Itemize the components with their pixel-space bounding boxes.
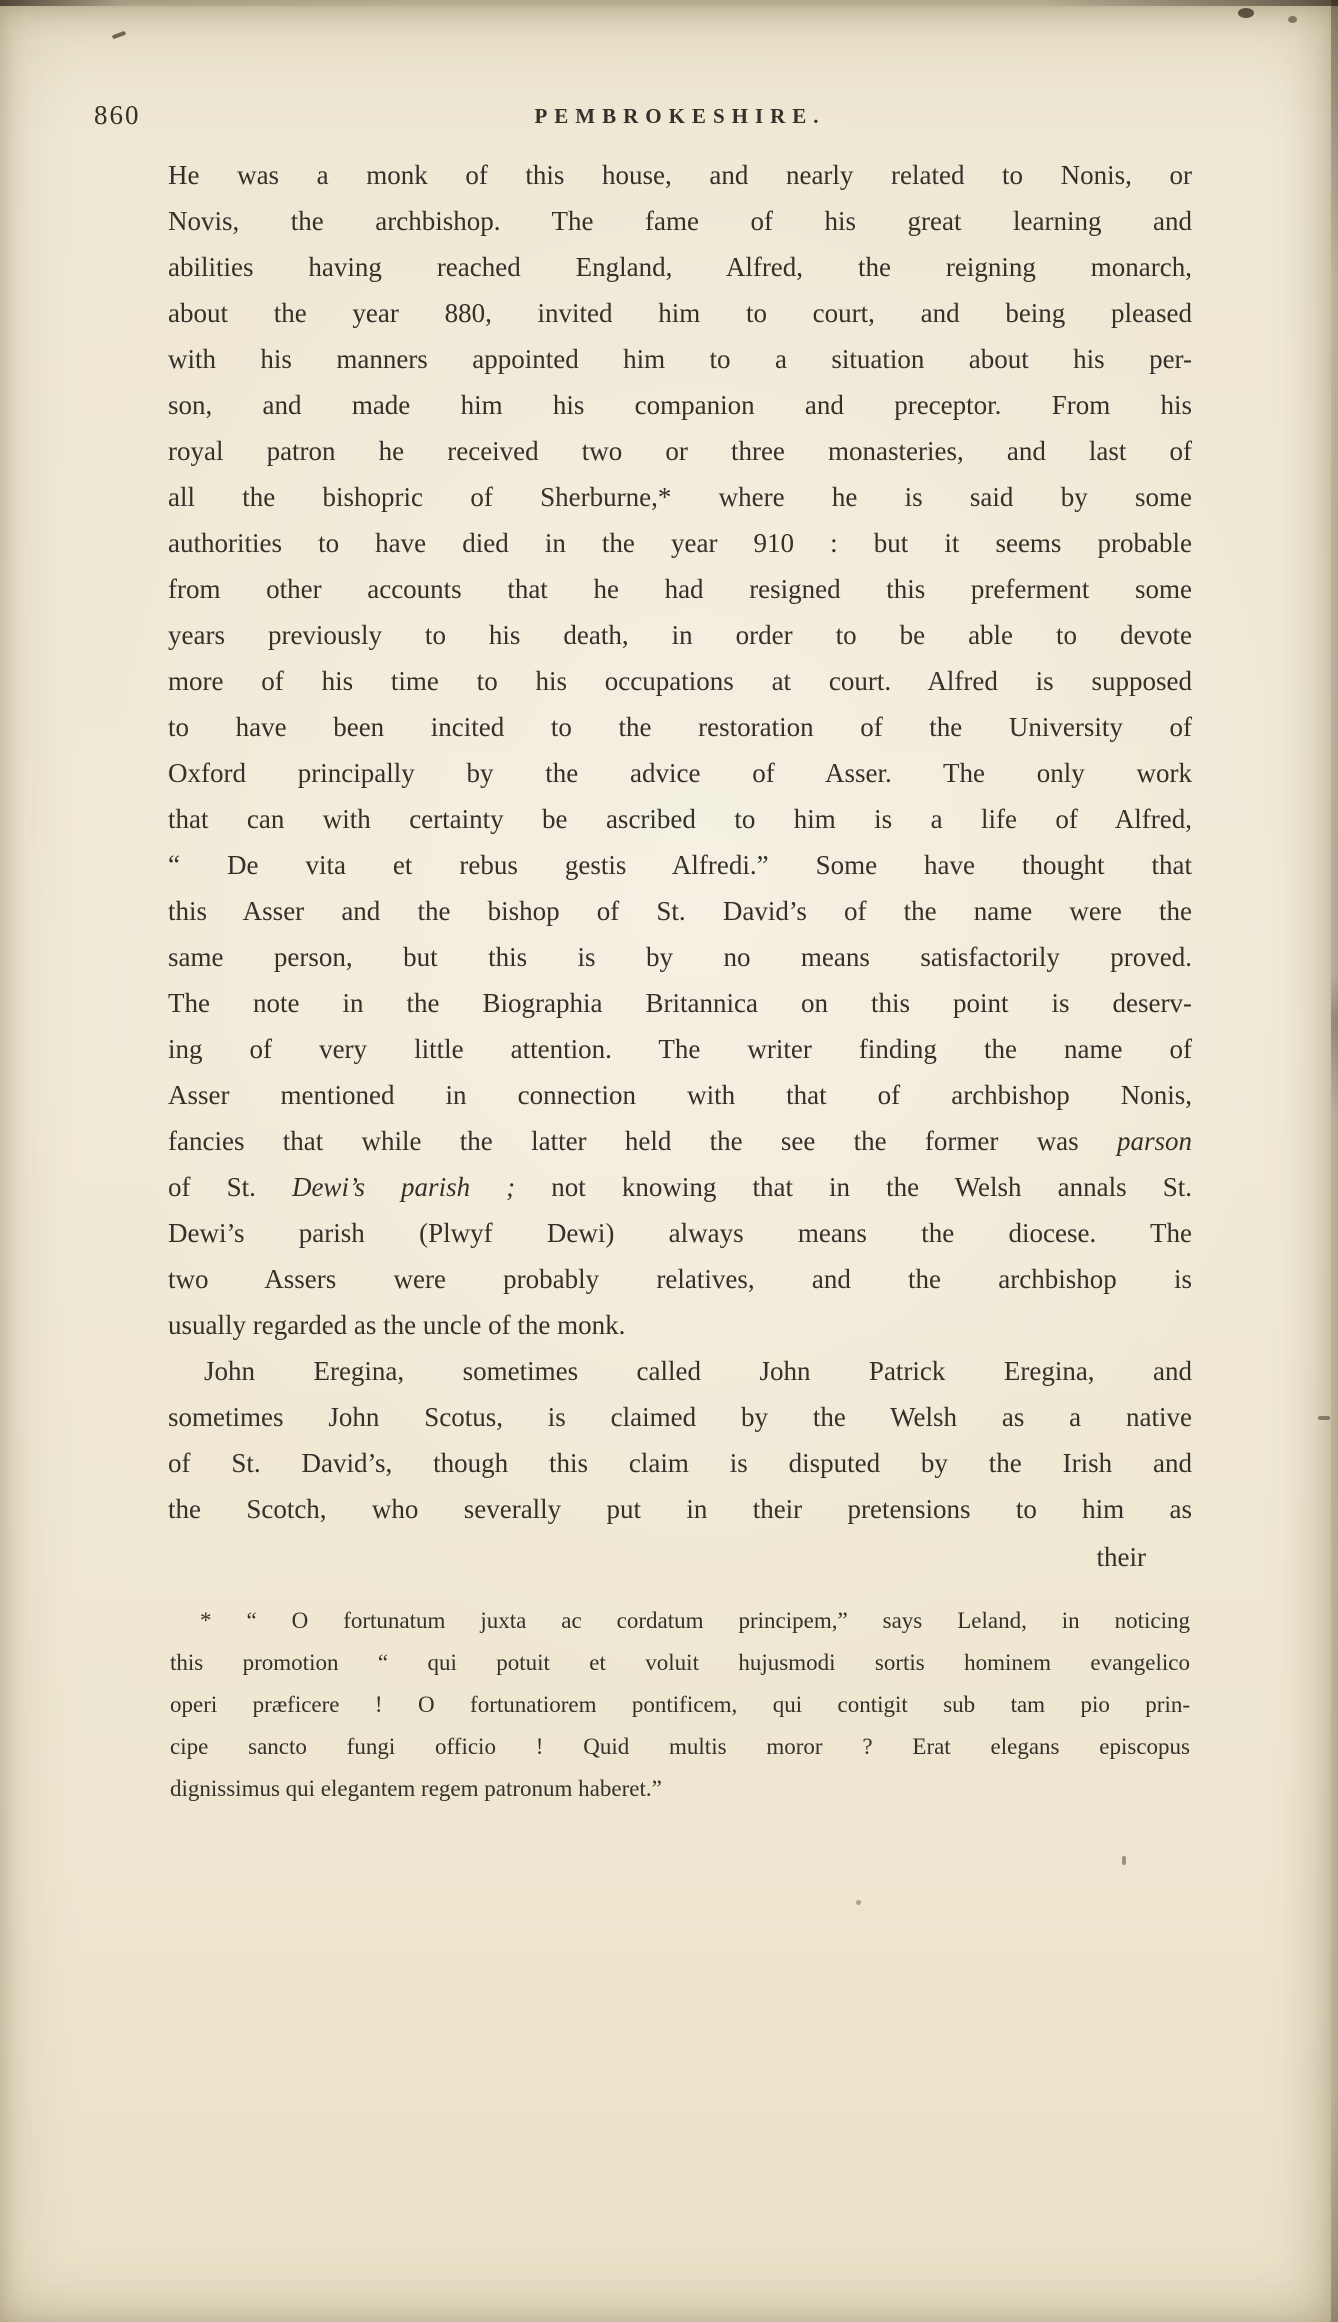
text-line: this promotion “ qui potuit et voluit hujusmodi sortis hominem evangelico (170, 1650, 1190, 1675)
text-line: authorities to have died in the year 910 : but it seems probable (168, 528, 1192, 558)
text-line: two Assers were probably relatives, and the archbishop is (168, 1264, 1192, 1294)
text-line: more of his time to his occupations at court. Alfred is supposed (168, 666, 1192, 696)
text-line: of St. Dewi’s parish ; not knowing that in the Welsh annals St. (168, 1172, 1192, 1202)
scan-blemish (1288, 16, 1297, 23)
text-line: from other accounts that he had resigned this preferment some (168, 574, 1192, 604)
text-line: John Eregina, sometimes called John Patrick Eregina, and (204, 1356, 1192, 1386)
scan-blemish (1238, 8, 1254, 18)
scan-blemish (112, 31, 127, 40)
text-line: He was a monk of this house, and nearly related to Nonis, or (168, 160, 1192, 190)
text-line: ing of very little attention. The writer finding the name of (168, 1034, 1192, 1064)
text-line: The note in the Biographia Britannica on this point is deserv- (168, 988, 1192, 1018)
page-number: 860 (94, 100, 141, 130)
scan-blemish (856, 1900, 861, 1905)
text-line: this Asser and the bishop of St. David’s of the name were the (168, 896, 1192, 926)
text-line: usually regarded as the uncle of the monk. (168, 1310, 626, 1340)
scan-edge-top (0, 0, 1338, 6)
text-line: abilities having reached England, Alfred, the reigning monarch, (168, 252, 1192, 282)
paragraph-john-eregina (168, 1348, 1192, 1532)
text-line: of St. David’s, though this claim is disputed by the Irish and (168, 1448, 1192, 1478)
text-line: same person, but this is by no means satisfactorily proved. (168, 942, 1192, 972)
text-line: dignissimus qui elegantem regem patronum haberet.” (170, 1776, 662, 1801)
text-line: about the year 880, invited him to court, and being pleased (168, 298, 1192, 328)
text-line: Dewi’s parish (Plwyf Dewi) always means the diocese. The (168, 1218, 1192, 1248)
text-line: all the bishopric of Sherburne,* where he is said by some (168, 482, 1192, 512)
text-line: cipe sancto fungi officio ! Quid multis moror ? Erat elegans episcopus (170, 1734, 1190, 1759)
scan-blemish (1318, 1416, 1330, 1420)
text-line: sometimes John Scotus, is claimed by the Welsh as a native (168, 1402, 1192, 1432)
text-line: Asser mentioned in connection with that of archbishop Nonis, (168, 1080, 1192, 1110)
running-header: PEMBROKESHIRE. (534, 104, 826, 128)
text-line: royal patron he received two or three monasteries, and last of (168, 436, 1192, 466)
text-line: * “ O fortunatum juxta ac cordatum principem,” says Leland, in noticing (200, 1608, 1190, 1633)
text-line: operi præficere ! O fortunatiorem pontificem, qui contigit sub tam pio prin- (170, 1692, 1190, 1717)
text-line: that can with certainty be ascribed to him is a life of Alfred, (168, 804, 1192, 834)
text-line: with his manners appointed him to a situation about his per- (168, 344, 1192, 374)
footnote (170, 1600, 1190, 1810)
text-line: son, and made him his companion and preceptor. From his (168, 390, 1192, 420)
text-line: Novis, the archbishop. The fame of his great learning and (168, 206, 1192, 236)
catchword: their (1096, 1542, 1146, 1572)
paragraph-asser (168, 152, 1192, 1348)
text-line: Oxford principally by the advice of Asser. The only work (168, 758, 1192, 788)
text-line: fancies that while the latter held the see the former was parson (168, 1126, 1192, 1156)
text-line: the Scotch, who severally put in their pretensions to him as (168, 1494, 1192, 1524)
text-line: to have been incited to the restoration of the University of (168, 712, 1192, 742)
body-text (168, 152, 1192, 1532)
scan-edge-right (1331, 0, 1338, 2322)
text-line: years previously to his death, in order to be able to devote (168, 620, 1192, 650)
text-line: “ De vita et rebus gestis Alfredi.” Some have thought that (168, 850, 1192, 880)
scan-blemish (1122, 1856, 1126, 1865)
